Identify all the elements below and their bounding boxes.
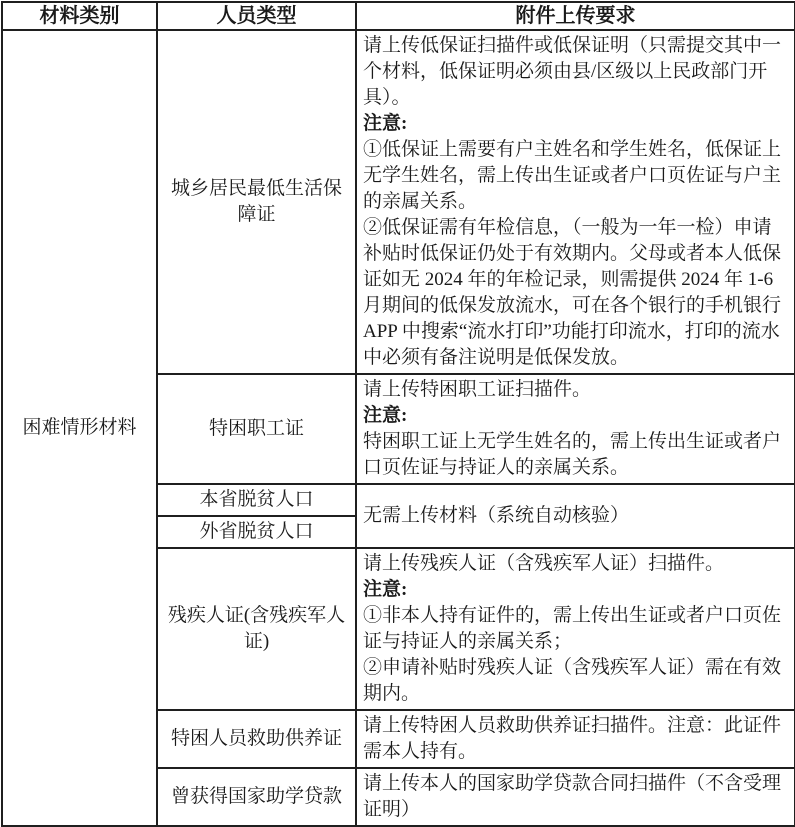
header-material-category: 材料类别: [2, 2, 157, 30]
header-row: [2, 2, 795, 30]
material-category-cell: 困难情形材料: [2, 30, 157, 826]
note-label: 注意:: [363, 113, 408, 134]
requirement-cell: 请上传特困人员救助供养证扫描件。注意：此证件需本人持有。: [356, 710, 795, 768]
table-row: [2, 30, 795, 374]
note-item: 特困职工证上无学生姓名的，需上传出生证或者户口页佐证与持证人的亲属关系。: [363, 431, 782, 478]
requirement-cell: [356, 548, 795, 710]
person-type-cell: 残疾人证(含残疾军人证): [157, 548, 356, 710]
person-type-cell: 曾获得国家助学贷款: [157, 768, 356, 826]
requirement-intro: 请上传残疾人证（含残疾军人证）扫描件。: [363, 553, 725, 574]
header-person-type: 人员类型: [157, 2, 356, 30]
person-type-cell: 城乡居民最低生活保障证: [157, 30, 356, 374]
note-item: ①低保证上需要有户主姓名和学生姓名，低保证上无学生姓名，需上传出生证或者户口页佐证与户主的亲属关系。: [363, 139, 782, 212]
requirement-cell: [356, 374, 795, 484]
header-attachment-requirement: 附件上传要求: [356, 2, 795, 30]
person-type-cell: 外省脱贫人口: [157, 516, 356, 548]
requirement-cell: 无需上传材料（系统自动核验）: [356, 484, 795, 548]
requirement-cell: [356, 30, 795, 374]
person-type-cell: 特困人员救助供养证: [157, 710, 356, 768]
note-item: ②申请补贴时残疾人证（含残疾军人证）需在有效期内。: [363, 657, 782, 704]
person-type-cell: 特困职工证: [157, 374, 356, 484]
note-label: 注意:: [363, 405, 408, 426]
requirement-intro: 请上传特困职工证扫描件。: [363, 379, 592, 400]
requirement-intro: 请上传低保证扫描件或低保证明（只需提交其中一个材料，低保证明必须由县/区级以上民政部门开具）。: [363, 35, 782, 108]
note-item: ①非本人持有证件的，需上传出生证或者户口页佐证与持证人的亲属关系；: [363, 605, 782, 652]
upload-requirements-table: [1, 1, 795, 827]
note-item: ②低保证需有年检信息，（一般为一年一检）申请补贴时低保证仍处于有效期内。父母或者本人低保证如无 2024 年的年检记录，则需提供 2024 年 1-6 月期间的低保发放流水，可在各个银行的手机银行 APP 中搜索“流水打印”功能打印流水，打印的流水中必须有备注说明是低保发放。: [363, 217, 782, 368]
person-type-cell: 本省脱贫人口: [157, 484, 356, 516]
requirement-cell: 请上传本人的国家助学贷款合同扫描件（不含受理证明）: [356, 768, 795, 826]
note-label: 注意:: [363, 579, 408, 600]
